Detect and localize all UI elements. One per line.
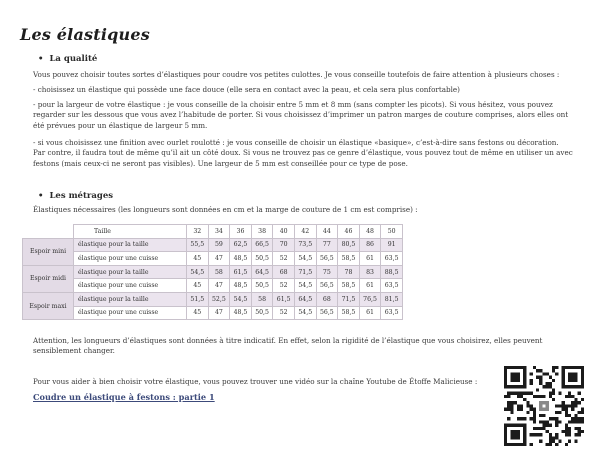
value-cell: 54,5 [294,279,316,293]
row-label: élastique pour une cuisse [74,306,187,320]
value-cell: 64,5 [251,265,273,279]
size-cell: 34 [208,225,230,239]
value-cell: 91 [381,238,403,252]
paragraph-note: Attention, les longueurs d’élastiques sont données à titre indicatif. En effet, selon la rigidité de l’élastique que vous choisirez, elles peuvent sensiblement changer. [33,336,543,356]
value-cell: 52 [273,306,295,320]
value-cell: 52 [273,252,295,266]
value-cell: 78 [338,265,360,279]
value-cell: 77 [316,238,338,252]
value-cell: 45 [187,252,209,266]
value-cell: 58 [251,292,273,306]
value-cell: 80,5 [338,238,360,252]
size-cell: 32 [187,225,209,239]
paragraph-soft-side: - choisissez un élastique qui possède une face douce (elle sera en contact avec la peau, et cela sera plus confortable) [33,85,460,94]
value-cell: 56,5 [316,252,338,266]
value-cell: 64,5 [294,292,316,306]
value-cell: 61 [359,306,381,320]
section-heading-lengths-label: Les métrages [49,191,114,201]
row-label: élastique pour une cuisse [74,279,187,293]
value-cell: 48,5 [230,306,252,320]
value-cell: 70 [273,238,295,252]
bullet-icon: • [38,54,44,64]
value-cell: 47 [208,279,230,293]
value-cell: 58,5 [338,252,360,266]
value-cell: 86 [359,238,381,252]
table-corner [23,225,74,239]
value-cell: 59 [208,238,230,252]
value-cell: 68 [273,265,295,279]
value-cell: 50,5 [251,306,273,320]
table-row [23,279,403,293]
value-cell: 55,5 [187,238,209,252]
value-cell: 54,5 [230,292,252,306]
value-cell: 83 [359,265,381,279]
paragraph-intro: Vous pouvez choisir toutes sortes d’élastiques pour coudre vos petites culottes. Je vous conseille toutefois de faire attention à plusieurs choses : [33,70,560,79]
value-cell: 63,5 [381,306,403,320]
value-cell: 56,5 [316,306,338,320]
table-header-row [23,225,403,239]
value-cell: 50,5 [251,279,273,293]
paragraph-rolled-hem: - si vous choisissez une finition avec ourlet roulotté : je vous conseille de choisir un élastique «basique», c’est-à-dire sans festons ou décoration. Par contre, il faudra tout de même qu’il ait un côté doux. Si vous ne trouvez pas ce genre d’élastique, vous pouvez tout de même en utiliser un avec festons (mais ceux-ci ne seront pas visibles). Une largeur de 5 mm est conseillée pour ce type de pose. [33,138,573,168]
value-cell: 63,5 [381,252,403,266]
bullet-icon: • [38,191,44,201]
value-cell: 66,5 [251,238,273,252]
group-label: Espoir maxi [23,292,74,319]
value-cell: 61,5 [273,292,295,306]
section-heading-quality [38,54,97,64]
video-link[interactable]: Coudre un élastique à festons : partie 1 [33,392,215,402]
table-row [23,292,403,306]
value-cell: 48,5 [230,279,252,293]
table-row [23,306,403,320]
value-cell: 88,5 [381,265,403,279]
paragraph-video: Pour vous aider à bien choisir votre élastique, vous pouvez trouver une vidéo sur la chaîne Youtube de Étoffe Malicieuse : [33,377,478,386]
value-cell: 76,5 [359,292,381,306]
value-cell: 58,5 [338,279,360,293]
value-cell: 71,5 [294,265,316,279]
elastic-lengths-table [22,224,403,320]
size-cell: 50 [381,225,403,239]
value-cell: 71,5 [338,292,360,306]
section-heading-lengths [38,191,113,201]
table-row [23,252,403,266]
value-cell: 73,5 [294,238,316,252]
value-cell: 56,5 [316,279,338,293]
size-cell: 40 [273,225,295,239]
row-label: élastique pour une cuisse [74,252,187,266]
table-row [23,265,403,279]
row-label: élastique pour la taille [74,238,187,252]
value-cell: 50,5 [251,252,273,266]
value-cell: 61,5 [230,265,252,279]
size-header-label: Taille [74,225,187,239]
group-label: Espoir mini [23,238,74,265]
value-cell: 54,5 [294,306,316,320]
size-cell: 36 [230,225,252,239]
row-label: élastique pour la taille [74,292,187,306]
value-cell: 58,5 [338,306,360,320]
value-cell: 62,5 [230,238,252,252]
size-cell: 38 [251,225,273,239]
value-cell: 68 [316,292,338,306]
value-cell: 58 [208,265,230,279]
value-cell: 52,5 [208,292,230,306]
size-cell: 48 [359,225,381,239]
section-heading-quality-label: La qualité [49,54,98,64]
value-cell: 45 [187,279,209,293]
value-cell: 63,5 [381,279,403,293]
row-label: élastique pour la taille [74,265,187,279]
value-cell: 81,5 [381,292,403,306]
value-cell: 52 [273,279,295,293]
value-cell: 54,5 [294,252,316,266]
value-cell: 47 [208,306,230,320]
paragraph-table-intro: Élastiques nécessaires (les longueurs sont données en cm et la marge de couture de 1 cm est comprise) : [33,205,418,214]
value-cell: 48,5 [230,252,252,266]
group-label: Espoir midi [23,265,74,292]
size-cell: 44 [316,225,338,239]
page-title: Les élastiques [20,25,150,44]
value-cell: 61 [359,279,381,293]
table-row [23,238,403,252]
paragraph-width: - pour la largeur de votre élastique : je vous conseille de la choisir entre 5 mm et 8 mm (sans compter les picots). Si vous hésitez, vous pouvez regarder sur les dessous que vous avez l’habitude de porter. Si vous choisissez d’imprimer un patron marges de couture comprises, alors elles ont été prévues pour un élastique de largeur 5 mm. [33,100,569,130]
qr-code-icon[interactable] [504,366,584,446]
value-cell: 51,5 [187,292,209,306]
size-cell: 46 [338,225,360,239]
value-cell: 75 [316,265,338,279]
value-cell: 47 [208,252,230,266]
value-cell: 45 [187,306,209,320]
size-cell: 42 [294,225,316,239]
value-cell: 61 [359,252,381,266]
value-cell: 54,5 [187,265,209,279]
